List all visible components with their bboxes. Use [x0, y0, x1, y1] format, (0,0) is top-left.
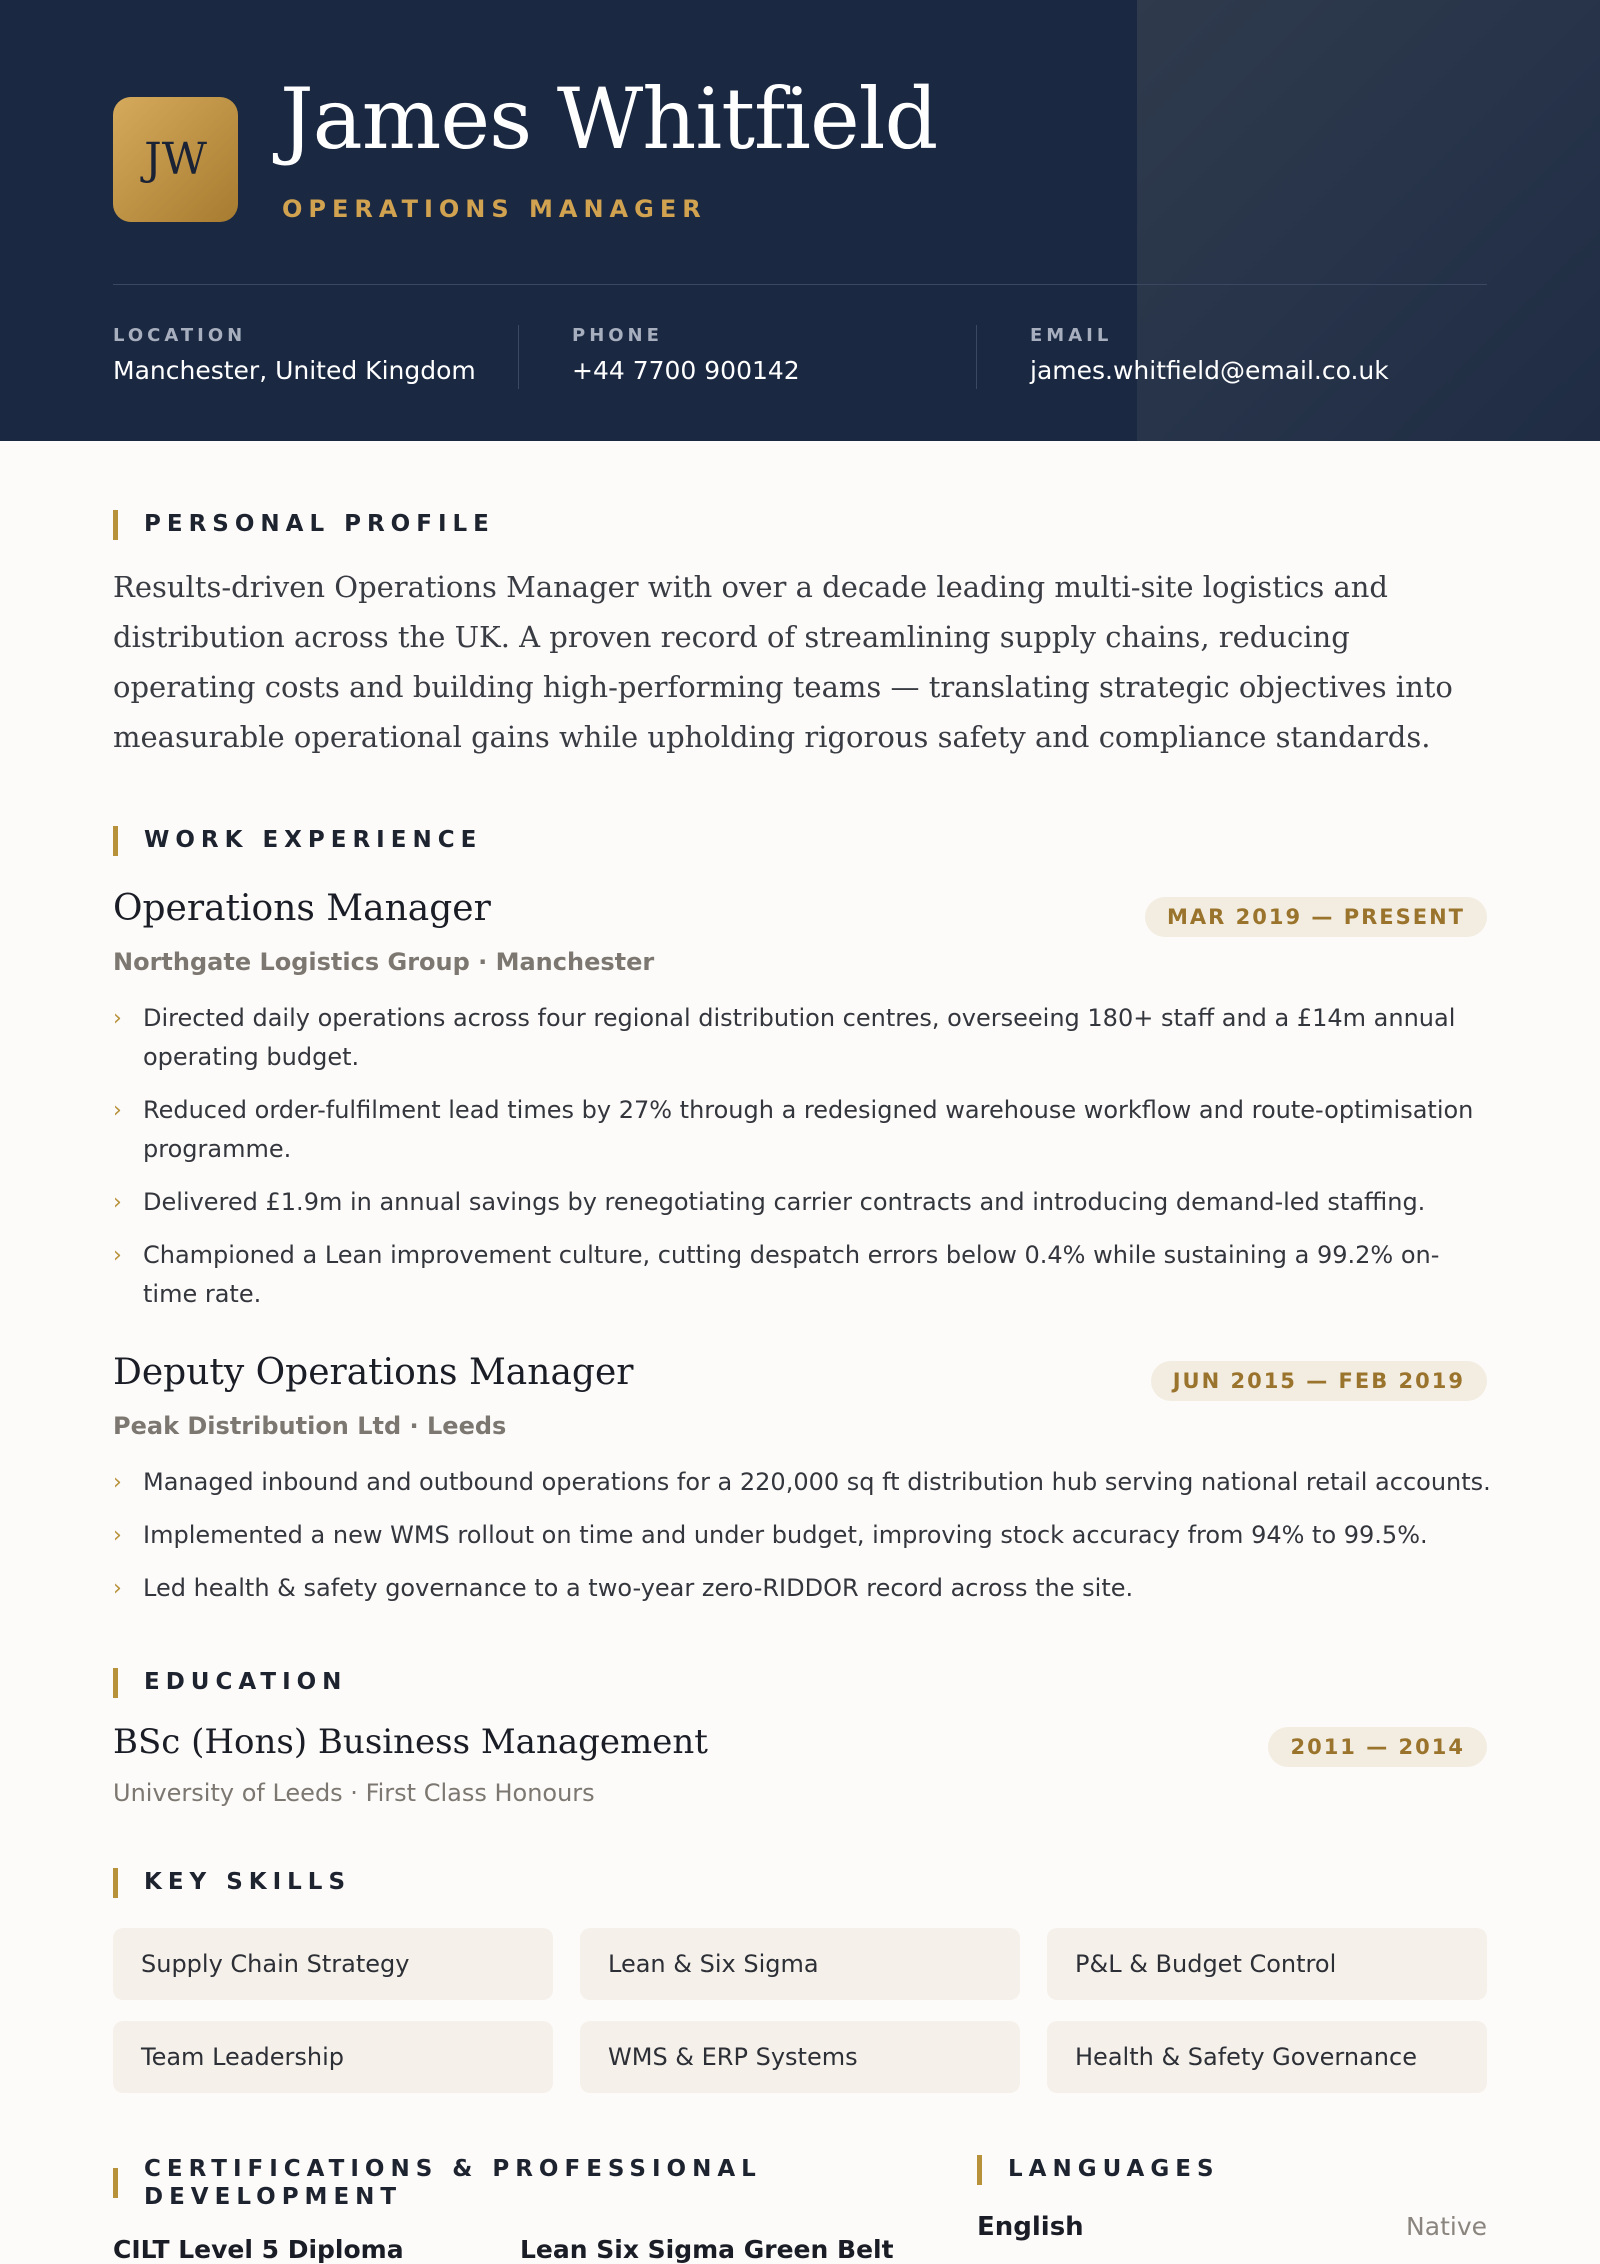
- section-accent-bar: [113, 1668, 118, 1698]
- contact-email: [1030, 325, 1389, 385]
- language-name: English: [977, 2212, 1084, 2242]
- section-title: WORK EXPERIENCE: [144, 827, 483, 853]
- degree-title: BSc (Hons) Business Management: [113, 1722, 708, 1762]
- list-item: [113, 1183, 1493, 1222]
- profile-text: Results-driven Operations Manager with over a decade leading multi-site logistics and distribution across the UK. A proven record of streamlining supply chains, reducing operating costs and building high-performing teams — translating strategic objectives into measurable operational gains while upholding rigorous safety and compliance standards.: [113, 570, 1453, 754]
- list-item: [113, 1236, 1493, 1314]
- skill-chip: Lean & Six Sigma: [580, 1928, 1020, 2000]
- bullet-text: Delivered £1.9m in annual savings by renegotiating carrier contracts and introducing demand-led staffing.: [143, 1188, 1426, 1216]
- contact-divider: [976, 325, 977, 389]
- section-heading-experience: [113, 826, 482, 856]
- chevron-right-icon: ›: [113, 1006, 122, 1031]
- bullet-text: Implemented a new WMS rollout on time and under budget, improving stock accuracy from 94% to 99.5%.: [143, 1521, 1428, 1549]
- section-accent-bar: [113, 826, 118, 856]
- contact-label: EMAIL: [1030, 325, 1113, 346]
- job-2-company: Peak Distribution Ltd · Leeds: [113, 1412, 507, 1440]
- job-1-company: Northgate Logistics Group · Manchester: [113, 948, 655, 976]
- section-title: PERSONAL PROFILE: [144, 511, 495, 537]
- job-2-dates: JUN 2015 — FEB 2019: [1151, 1361, 1487, 1401]
- section-heading-education: [113, 1668, 347, 1698]
- section-heading-profile: [113, 510, 495, 540]
- bullet-text: Championed a Lean improvement culture, cutting despatch errors below 0.4% while sustaining a 99.2% on-time rate.: [143, 1241, 1440, 1308]
- section-accent-bar: [113, 2168, 118, 2198]
- chevron-right-icon: ›: [113, 1523, 122, 1548]
- language-level: Native: [1406, 2212, 1487, 2241]
- job-2-bullets: [113, 1463, 1493, 1622]
- job-1-bullets: [113, 999, 1493, 1328]
- skill-chip: P&L & Budget Control: [1047, 1928, 1487, 2000]
- job-1-dates: MAR 2019 — PRESENT: [1145, 897, 1487, 937]
- list-item: [113, 1091, 1493, 1169]
- certification-item: CILT Level 5 Diploma: [113, 2235, 404, 2264]
- candidate-name: James Whitfield: [280, 70, 938, 168]
- contact-value[interactable]: james.whitfield@email.co.uk: [1030, 356, 1389, 385]
- bullet-text: Reduced order-fulfilment lead times by 27% through a redesigned warehouse workflow and route-optimisation programme.: [143, 1096, 1474, 1163]
- skill-chip: WMS & ERP Systems: [580, 2021, 1020, 2093]
- section-title: [144, 2155, 762, 2211]
- list-item: [113, 1569, 1493, 1608]
- list-item: [113, 1516, 1493, 1555]
- header-divider: [113, 284, 1487, 285]
- chevron-right-icon: ›: [113, 1243, 122, 1268]
- section-title: LANGUAGES: [1008, 2156, 1220, 2182]
- education-dates: 2011 — 2014: [1268, 1727, 1487, 1767]
- job-title-heading: OPERATIONS MANAGER: [282, 195, 707, 223]
- contact-label: PHONE: [572, 325, 663, 346]
- job-2-title: Deputy Operations Manager: [113, 1352, 634, 1393]
- education-school: University of Leeds · First Class Honours: [113, 1779, 595, 1807]
- contact-value: Manchester, United Kingdom: [113, 356, 476, 385]
- section-title-line: CERTIFICATIONS & PROFESSIONAL: [144, 2156, 762, 2182]
- certification-item: Lean Six Sigma Green Belt: [520, 2235, 894, 2264]
- contact-phone: [572, 325, 800, 385]
- section-accent-bar: [113, 510, 118, 540]
- section-title-line: DEVELOPMENT: [144, 2184, 403, 2210]
- chevron-right-icon: ›: [113, 1190, 122, 1215]
- section-title: KEY SKILLS: [144, 1869, 352, 1895]
- resume-header: [0, 0, 1600, 441]
- monogram-badge: JW: [113, 97, 238, 222]
- chevron-right-icon: ›: [113, 1576, 122, 1601]
- skill-chip: Supply Chain Strategy: [113, 1928, 553, 2000]
- section-title: EDUCATION: [144, 1669, 348, 1695]
- bullet-text: Led health & safety governance to a two-year zero-RIDDOR record across the site.: [143, 1574, 1134, 1602]
- skill-chip: Team Leadership: [113, 2021, 553, 2093]
- section-heading-skills: [113, 1868, 351, 1898]
- contact-label: LOCATION: [113, 325, 247, 346]
- section-accent-bar: [977, 2155, 982, 2185]
- chevron-right-icon: ›: [113, 1098, 122, 1123]
- list-item: [113, 1463, 1493, 1502]
- chevron-right-icon: ›: [113, 1470, 122, 1495]
- section-heading-languages: [977, 2155, 1220, 2185]
- contact-value[interactable]: +44 7700 900142: [572, 356, 800, 385]
- contact-location: [113, 325, 476, 385]
- section-accent-bar: [113, 1868, 118, 1898]
- list-item: [113, 999, 1493, 1077]
- section-heading-certifications: [113, 2155, 762, 2211]
- contact-divider: [518, 325, 519, 389]
- job-1-title: Operations Manager: [113, 888, 491, 929]
- skill-chip: Health & Safety Governance: [1047, 2021, 1487, 2093]
- bullet-text: Managed inbound and outbound operations for a 220,000 sq ft distribution hub serving national retail accounts.: [143, 1468, 1491, 1496]
- bullet-text: Directed daily operations across four regional distribution centres, overseeing 180+ staff and a £14m annual operating budget.: [143, 1004, 1456, 1071]
